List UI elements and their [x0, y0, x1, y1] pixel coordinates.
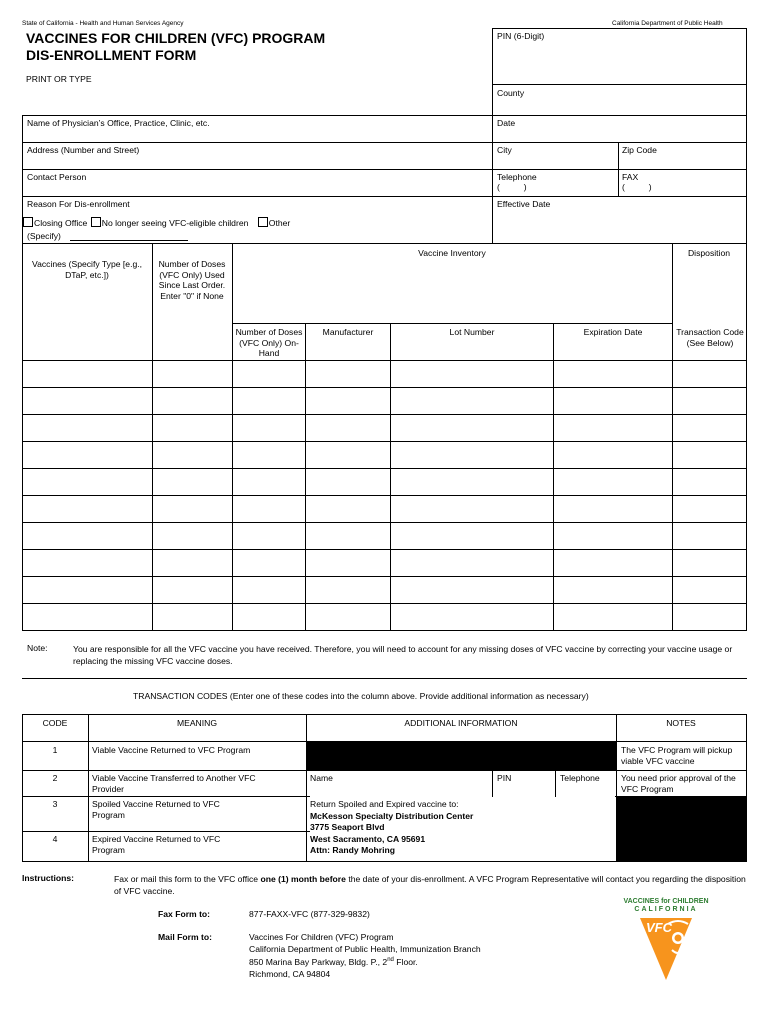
fax-form-number: 877-FAXX-VFC (877-329-9832) — [249, 909, 370, 919]
department-name: California Department of Public Health — [612, 20, 723, 27]
city-field[interactable] — [494, 155, 616, 168]
instructions-text-a: Fax or mail this form to the VFC office — [114, 874, 261, 884]
instructions-text-b: the date of your dis-enrollment. A VFC Program Representative will contact you regarding the disposition of VFC vaccine. — [114, 874, 746, 896]
instructions-text-bold: one (1) month before — [260, 874, 346, 884]
effective-date-field[interactable] — [494, 209, 744, 239]
mail-line3 — [249, 955, 481, 969]
mail-line4: Richmond, CA 94804 — [249, 968, 331, 979]
form-title-line2: DIS-ENROLLMENT FORM — [26, 47, 197, 63]
fax-field[interactable]: ( ) — [622, 182, 652, 192]
county-label: County — [497, 88, 525, 98]
row2-pin-label: PIN — [497, 773, 512, 783]
col-transaction-header: Transaction Code (See Below) — [676, 327, 744, 348]
redacted-notes — [617, 797, 746, 861]
mail-line3-sup: nd — [387, 957, 394, 964]
col-used-header: Number of Doses (VFC Only) Used Since Last Order. Enter "0" if None — [158, 259, 226, 302]
code-3: 3 — [52, 799, 58, 809]
city-label: City — [497, 145, 512, 155]
no-longer-seeing-label: No longer seeing VFC-eligible children — [101, 218, 249, 228]
pin-field[interactable] — [494, 36, 744, 84]
mail-line2: California Department of Public Health, Immunization Branch — [249, 943, 481, 954]
return-address — [310, 799, 473, 857]
col-meaning-header: MEANING — [176, 718, 218, 728]
col-additional-header: ADDITIONAL INFORMATION — [404, 718, 518, 728]
date-field[interactable] — [494, 128, 744, 141]
address-label: Address (Number and Street) — [27, 145, 140, 155]
vfc-logo-mark: VFC — [646, 920, 672, 935]
return-company: McKesson Specialty Distribution Center — [310, 810, 474, 821]
print-or-type: PRINT OR TYPE — [26, 74, 92, 84]
instructions-label: Instructions: — [22, 873, 75, 883]
closing-office-checkbox[interactable] — [23, 217, 33, 227]
code-4: 4 — [52, 834, 58, 844]
date-label: Date — [497, 118, 516, 128]
meaning-3: Spoiled Vaccine Returned to VFC Program — [92, 799, 220, 820]
fax-form-label: Fax Form to: — [158, 909, 211, 919]
return-street: 3775 Seaport Blvd — [310, 822, 385, 833]
col-notes-header: NOTES — [666, 718, 696, 728]
closing-office-label: Closing Office — [34, 218, 88, 228]
vfc-logo — [618, 898, 714, 986]
specify-label: (Specify) — [27, 231, 61, 241]
meaning-1: Viable Vaccine Returned to VFC Program — [92, 745, 251, 755]
telephone-label: Telephone — [497, 172, 537, 182]
zip-label: Zip Code — [622, 145, 657, 155]
mail-line3-a: 850 Marina Bay Parkway, Bldg. P., 2 — [249, 957, 388, 968]
note-text: You are responsible for all the VFC vaccine you have received. Therefore, you will need to account for any missing doses of VFC vaccine by correcting your vaccine usage or replacing the missing VFC vaccine doses. — [73, 644, 733, 666]
return-city: West Sacramento, CA 95691 — [310, 833, 426, 844]
return-intro: Return Spoiled and Expired vaccine to: — [310, 799, 459, 809]
vfc-logo-line2: CALIFORNIA — [634, 906, 698, 913]
disposition-header: Disposition — [687, 248, 731, 258]
zip-field[interactable] — [620, 155, 744, 168]
fax-label: FAX — [622, 172, 639, 182]
vfc-logo-line1: VACCINES for CHILDREN — [623, 898, 709, 905]
contact-person-field[interactable] — [24, 182, 490, 195]
col-manufacturer-header: Manufacturer — [322, 327, 374, 337]
mail-line3-b: Floor. — [393, 957, 418, 968]
telephone-field[interactable]: ( ) — [497, 182, 527, 192]
mail-address — [249, 932, 481, 980]
form-title — [26, 30, 325, 64]
effective-date-label: Effective Date — [497, 199, 551, 209]
notes-2: You need prior approval of the VFC Program — [621, 773, 736, 794]
vaccine-inventory-header: Vaccine Inventory — [418, 248, 486, 258]
physician-office-field[interactable] — [24, 128, 490, 141]
mail-line1: Vaccines For Children (VFC) Program — [249, 932, 394, 942]
no-longer-seeing-checkbox[interactable] — [91, 217, 101, 227]
row2-telephone-label: Telephone — [560, 773, 600, 783]
meaning-2: Viable Vaccine Transferred to Another VFC Provider — [92, 773, 256, 794]
code-2: 2 — [52, 773, 58, 783]
other-checkbox[interactable] — [258, 217, 268, 227]
address-field[interactable] — [24, 155, 490, 168]
form-title-line1: VACCINES FOR CHILDREN (VFC) PROGRAM — [26, 30, 326, 46]
meaning-4: Expired Vaccine Returned to VFC Program — [92, 834, 221, 855]
codes-heading: TRANSACTION CODES (Enter one of these codes into the column above. Provide additional information as necessary) — [133, 691, 589, 701]
col-code-header: CODE — [42, 718, 68, 728]
col-vaccines-header: Vaccines (Specify Type [e.g., DTaP, etc.]) — [31, 259, 143, 280]
note-label: Note: — [27, 643, 48, 653]
inventory-entry-rows[interactable] — [23, 361, 746, 630]
pin-label: PIN (6-Digit) — [497, 31, 545, 41]
reason-label: Reason For Dis-enrollment — [27, 199, 130, 209]
redacted-block — [307, 742, 616, 770]
col-lot-header: Lot Number — [449, 327, 495, 337]
col-expiration-header: Expiration Date — [583, 327, 643, 337]
return-attn: Attn: Randy Mohring — [310, 845, 395, 856]
notes-1: The VFC Program will pickup viable VFC vaccine — [621, 745, 733, 766]
col-onhand-header: Number of Doses (VFC Only) On-Hand — [235, 327, 303, 359]
physician-office-label: Name of Physician’s Office, Practice, Clinic, etc. — [27, 118, 210, 128]
row2-name-label: Name — [310, 773, 333, 783]
instructions-text — [114, 873, 750, 897]
contact-person-label: Contact Person — [27, 172, 87, 182]
other-label: Other — [268, 218, 291, 228]
code-1: 1 — [52, 745, 58, 755]
agency-name: State of California - Health and Human Services Agency — [22, 20, 184, 27]
reason-options — [23, 217, 290, 229]
mail-form-label: Mail Form to: — [158, 932, 212, 942]
